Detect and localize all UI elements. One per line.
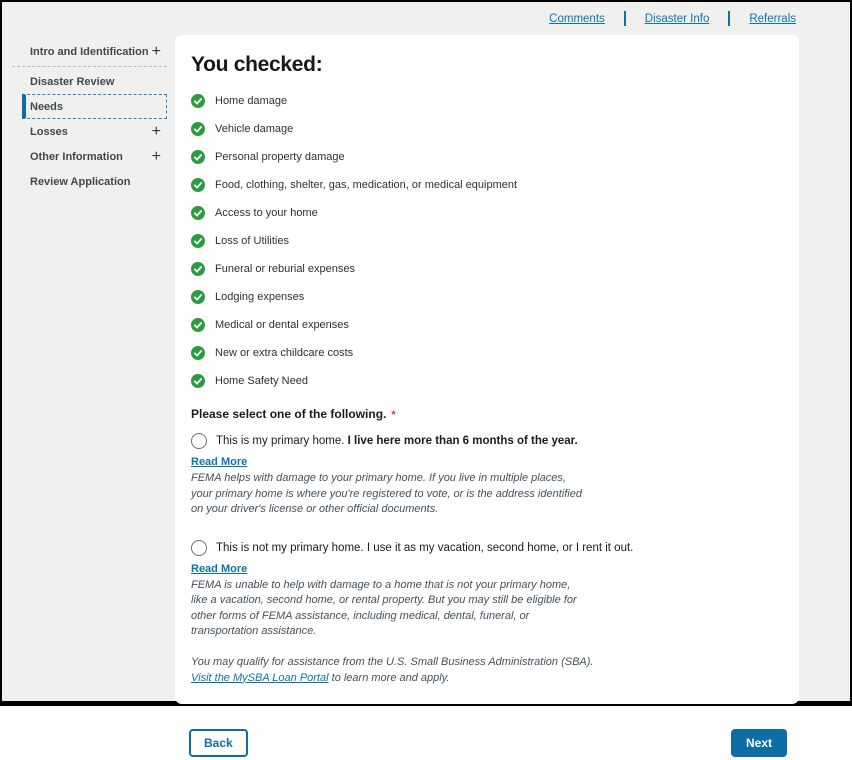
sidebar-divider	[12, 66, 167, 67]
radio-label-lead: This is not my primary home. I use it as my vacation, second home, or I rent it out.	[216, 541, 634, 554]
sidebar-item-label: Review Application	[30, 175, 131, 188]
page-title: You checked:	[191, 53, 323, 76]
description-line: on your driver's license or other official documents.	[191, 503, 439, 515]
description-line: your primary home is where you're registered to vote, or is the address identified	[191, 487, 582, 500]
radio-button[interactable]	[191, 433, 207, 449]
sidebar-item-needs[interactable]	[22, 94, 167, 119]
list-item	[191, 283, 783, 311]
sba-note-line: You may qualify for assistance from the U.S. Small Business Administration (SBA).	[191, 655, 594, 668]
question-label	[191, 407, 783, 421]
checked-item-label: Funeral or reburial expenses	[215, 263, 356, 275]
description-line: FEMA is unable to help with damage to a home that is not your primary home,	[191, 578, 571, 591]
disaster-info-link[interactable]: Disaster Info	[644, 12, 710, 25]
list-item	[191, 115, 783, 143]
action-bar	[175, 714, 799, 760]
description-line: like a vacation, second home, or rental property. But you may still be eligible for	[191, 594, 577, 606]
option-description	[191, 578, 783, 640]
sidebar-nav	[2, 35, 175, 194]
radio-label	[216, 435, 578, 447]
read-more-link[interactable]: Read More	[191, 562, 248, 575]
topbar-separator	[728, 11, 730, 26]
list-item	[191, 143, 783, 171]
checked-item-label: Home damage	[215, 95, 288, 107]
required-asterisk: *	[391, 409, 396, 421]
sidebar-item-label: Intro and Identification	[30, 45, 149, 58]
mysba-loan-portal-link[interactable]: Visit the MySBA Loan Portal	[191, 671, 329, 684]
list-item	[191, 87, 783, 115]
sba-note-line	[191, 670, 783, 686]
list-item	[191, 367, 783, 395]
question-text: Please select one of the following.	[191, 407, 387, 421]
checked-item-label: Home Safety Need	[215, 375, 308, 387]
list-item	[191, 339, 783, 367]
description-line: transportation assistance.	[191, 625, 317, 637]
needs-summary-card	[175, 35, 799, 704]
option-description	[191, 471, 783, 518]
list-item	[191, 311, 783, 339]
checked-item-label: Loss of Utilities	[215, 235, 289, 247]
sidebar-item-intro-and-identification[interactable]	[22, 39, 167, 64]
primary-home-option	[191, 433, 783, 518]
check-circle-icon	[191, 206, 205, 220]
list-item	[191, 199, 783, 227]
checked-item-label: Food, clothing, shelter, gas, medication, or medical equipment	[215, 179, 518, 191]
checked-item-label: Vehicle damage	[215, 123, 294, 135]
primary-home-radio-row[interactable]	[191, 433, 783, 449]
plus-icon[interactable]: +	[151, 147, 161, 165]
not-primary-home-option	[191, 540, 783, 640]
sba-note-after-link: to learn more and apply.	[328, 671, 450, 684]
radio-label	[216, 542, 633, 554]
checked-needs-list	[191, 87, 783, 395]
sba-note	[191, 654, 783, 686]
check-circle-icon	[191, 178, 205, 192]
sidebar-item-disaster-review[interactable]	[22, 69, 167, 94]
referrals-link[interactable]: Referrals	[749, 12, 796, 25]
back-button[interactable]: Back	[189, 729, 248, 757]
checked-item-label: Lodging expenses	[215, 291, 305, 303]
check-circle-icon	[191, 318, 205, 332]
topbar	[2, 2, 850, 35]
topbar-separator	[624, 11, 626, 26]
radio-label-lead: This is my primary home.	[216, 435, 348, 447]
sidebar-item-label: Needs	[30, 100, 64, 113]
description-line: FEMA helps with damage to your primary home. If you live in multiple places,	[191, 472, 566, 484]
checked-item-label: Personal property damage	[215, 151, 345, 163]
check-circle-icon	[191, 150, 205, 164]
check-circle-icon	[191, 94, 205, 108]
sidebar-item-review-application[interactable]	[22, 169, 167, 194]
check-circle-icon	[191, 122, 205, 136]
comments-link[interactable]: Comments	[549, 12, 605, 25]
check-circle-icon	[191, 234, 205, 248]
sidebar-item-label: Disaster Review	[30, 75, 115, 88]
check-circle-icon	[191, 346, 205, 360]
check-circle-icon	[191, 374, 205, 388]
next-button[interactable]: Next	[731, 729, 787, 757]
description-line: other forms of FEMA assistance, including medical, dental, funeral, or	[191, 609, 530, 622]
list-item	[191, 255, 783, 283]
radio-button[interactable]	[191, 540, 207, 556]
checked-item-label: Medical or dental expenses	[215, 319, 349, 331]
read-more-link[interactable]: Read More	[191, 456, 248, 468]
sidebar-item-label: Losses	[30, 125, 68, 138]
not-primary-home-radio-row[interactable]	[191, 540, 783, 556]
sidebar-item-losses[interactable]	[22, 119, 167, 144]
sidebar-item-label: Other Information	[30, 150, 123, 163]
checked-item-label: New or extra childcare costs	[215, 347, 354, 359]
list-item	[191, 227, 783, 255]
checked-item-label: Access to your home	[215, 207, 318, 219]
radio-label-emphasis: I live here more than 6 months of the year.	[347, 435, 578, 447]
plus-icon[interactable]: +	[151, 42, 161, 60]
check-circle-icon	[191, 290, 205, 304]
sidebar-item-other-information[interactable]	[22, 144, 167, 169]
check-circle-icon	[191, 262, 205, 276]
plus-icon[interactable]: +	[151, 122, 161, 140]
list-item	[191, 171, 783, 199]
